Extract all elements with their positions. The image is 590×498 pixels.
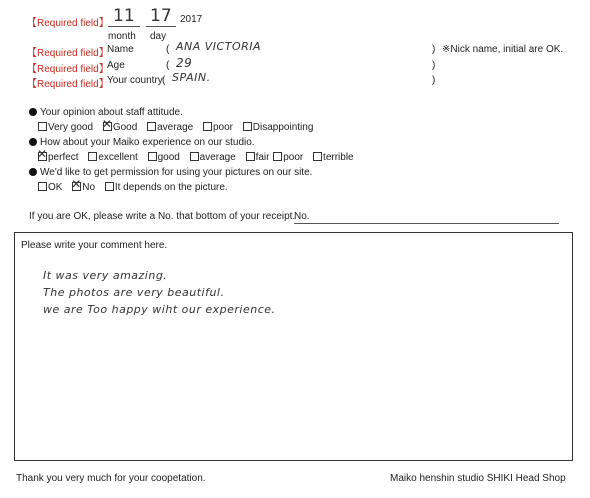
option-fair[interactable]: fair (246, 152, 270, 163)
question-picture-permission: We'd like to get permission for using your pictures on our site. (29, 167, 312, 178)
checkbox-checked-icon[interactable] (38, 152, 47, 161)
required-label: 【Required field】 (27, 18, 109, 29)
checkbox-icon[interactable] (190, 152, 199, 161)
checkbox-icon[interactable] (38, 182, 47, 191)
option-very-good[interactable]: Very good (38, 122, 93, 133)
comment-line-3: we are Too happy wiht our experience. (43, 303, 276, 316)
bullet-icon (29, 108, 37, 116)
checkbox-icon[interactable] (105, 182, 114, 191)
checkbox-icon[interactable] (313, 152, 322, 161)
day-value: 17 (150, 6, 172, 26)
age-label: Age (107, 60, 125, 71)
option-poor[interactable]: poor (273, 152, 303, 163)
country-value: SPAIN. (172, 71, 211, 84)
comment-box[interactable] (14, 232, 573, 461)
option-it-depends[interactable]: It depends on the picture. (105, 182, 228, 193)
comment-line-1: It was very amazing. (43, 269, 168, 282)
option-excellent[interactable]: excellent (88, 152, 137, 163)
required-label: 【Required field】 (27, 79, 109, 90)
option-poor[interactable]: poor (203, 122, 233, 133)
checkbox-checked-icon[interactable] (72, 182, 81, 191)
checkbox-icon[interactable] (273, 152, 282, 161)
age-value: 29 (176, 56, 193, 70)
footer-thanks: Thank you very much for your coopetation. (16, 473, 206, 484)
receipt-no-label: No. (294, 211, 310, 222)
option-perfect[interactable]: ✕perfect (38, 152, 79, 163)
option-average[interactable]: average (147, 122, 193, 133)
option-ok[interactable]: OK (38, 182, 62, 193)
checkbox-icon[interactable] (243, 122, 252, 131)
checkbox-icon[interactable] (203, 122, 212, 131)
age-close-paren: ) (432, 60, 436, 71)
age-open-paren: ( (166, 60, 170, 71)
name-close-paren: ) (432, 44, 436, 55)
footer-studio: Maiko henshin studio SHIKI Head Shop (390, 473, 566, 484)
required-label: 【Required field】 (27, 48, 109, 59)
checkbox-icon[interactable] (88, 152, 97, 161)
option-good[interactable]: good (148, 152, 180, 163)
receipt-no-line[interactable] (294, 223, 559, 224)
option-no[interactable]: ✕ No (72, 182, 95, 193)
country-close-paren: ) (432, 75, 436, 86)
picture-permission-options (38, 182, 235, 193)
name-label: Name (107, 44, 134, 55)
day-label: day (150, 31, 167, 42)
staff-attitude-options (38, 122, 320, 133)
bullet-icon (29, 138, 37, 146)
option-average[interactable]: average (190, 152, 236, 163)
comment-line-2: The photos are very beautiful. (43, 286, 225, 299)
option-terrible[interactable]: terrible (313, 152, 354, 163)
month-label: month (108, 31, 136, 42)
option-good[interactable]: ✕ Good (103, 122, 137, 133)
year-text: 2017 (180, 14, 203, 25)
required-label: 【Required field】 (27, 64, 109, 75)
country-open-paren: ( (162, 75, 166, 86)
country-label: Your country (107, 75, 163, 86)
checkbox-icon[interactable] (147, 122, 156, 131)
option-disappointing[interactable]: Disappointing (243, 122, 314, 133)
bullet-icon (29, 168, 37, 176)
name-open-paren: ( (166, 44, 170, 55)
checkbox-icon[interactable] (246, 152, 255, 161)
checkbox-icon[interactable] (38, 122, 47, 131)
name-value: ANA VICTORIA (176, 40, 262, 53)
checkbox-checked-icon[interactable] (103, 122, 112, 131)
checkbox-icon[interactable] (148, 152, 157, 161)
month-value: 11 (113, 6, 135, 26)
question-maiko-experience: How about your Maiko experience on our studio. (29, 137, 255, 148)
question-staff-attitude: Your opinion about staff attitude. (29, 107, 183, 118)
comment-prompt: Please write your comment here. (21, 240, 168, 251)
maiko-experience-options (38, 152, 361, 163)
nickname-note: ※Nick name, initial are OK. (442, 44, 564, 55)
receipt-prompt: If you are OK, please write a No. that bottom of your receipt. (29, 211, 296, 222)
